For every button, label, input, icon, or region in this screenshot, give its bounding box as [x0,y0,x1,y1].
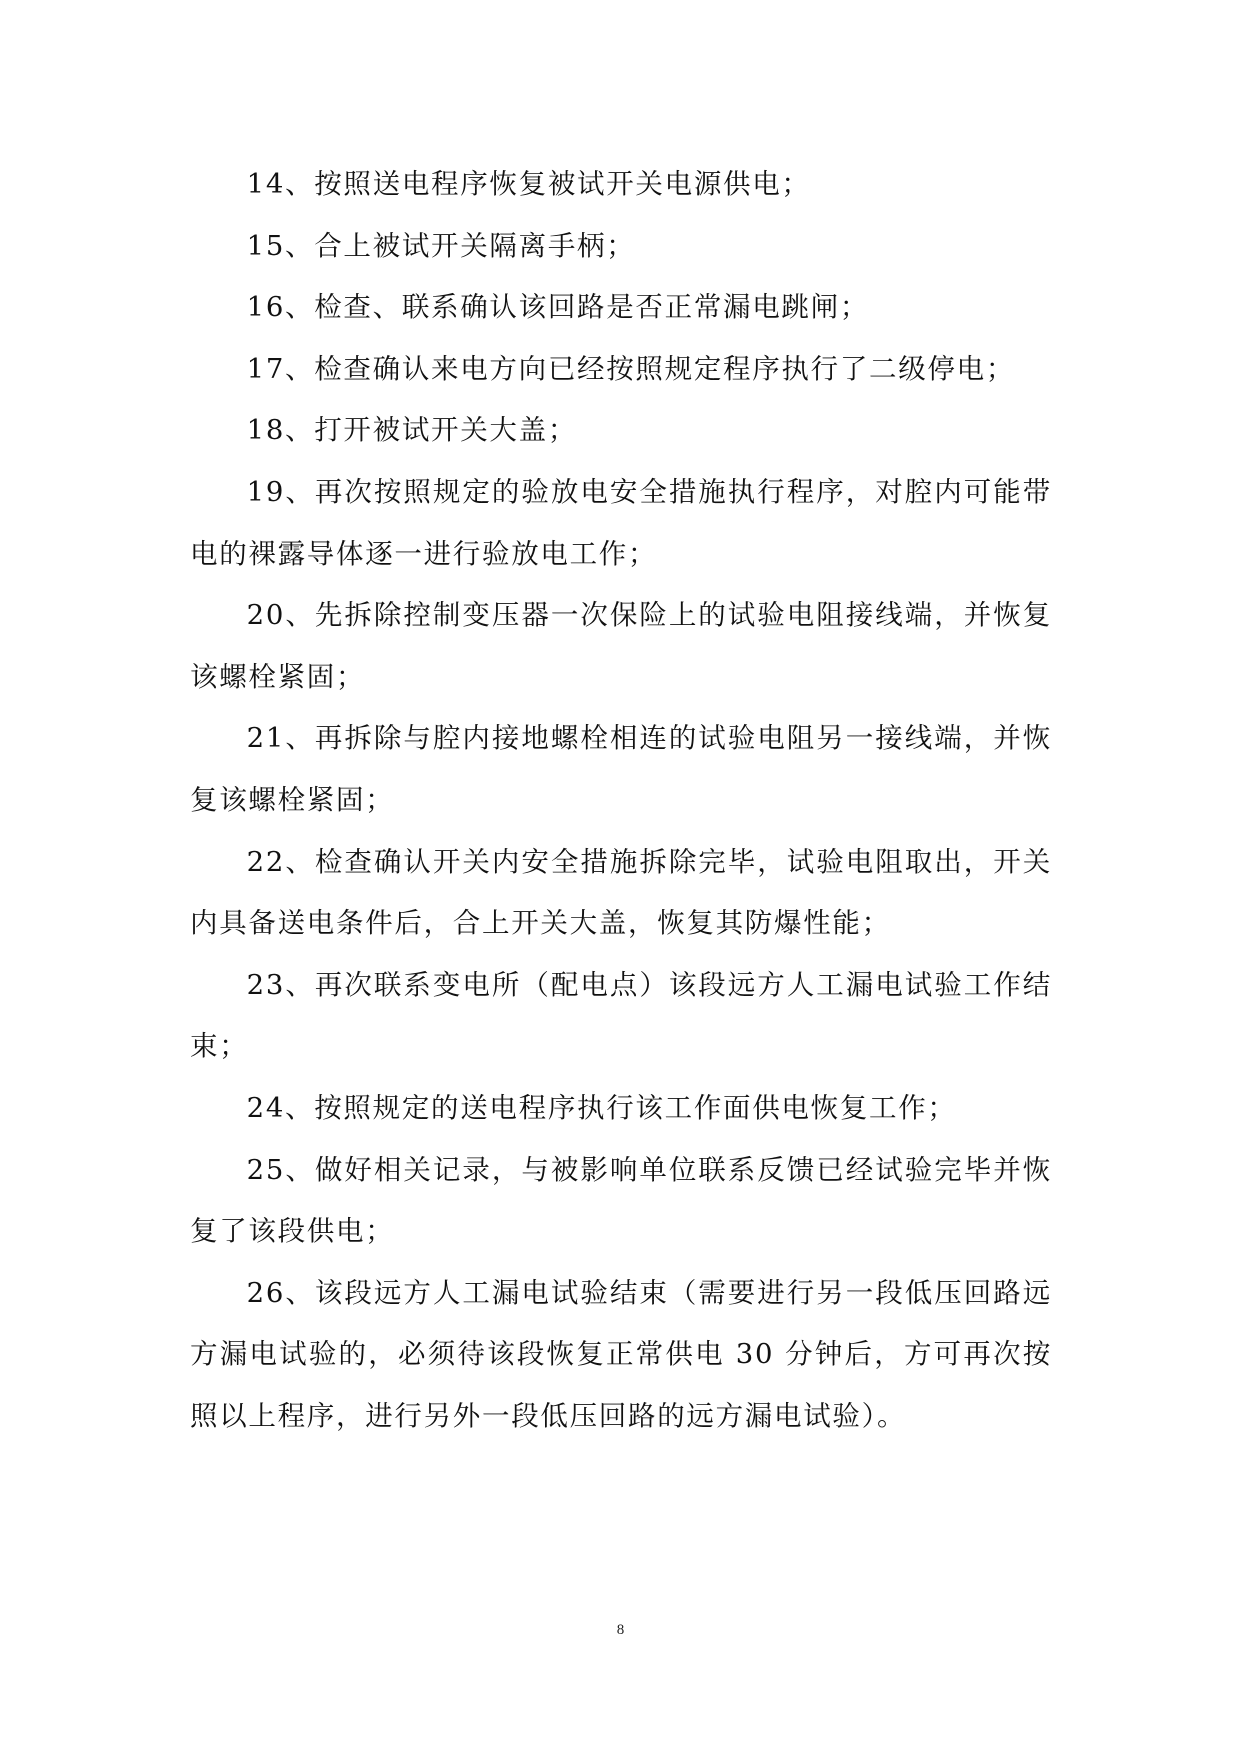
step-16: 16、检查、联系确认该回路是否正常漏电跳闸； [246,291,870,324]
step-17: 17、检查确认来电方向已经按照规定程序执行了二级停电； [246,352,1016,385]
step-26: 26、该段远方人工漏电试验结束（需要进行另一段低压回路远方漏电试验的，必须待该段恢复正常供电 30 分钟后，方可再次按照以上程序，进行另外一段低压回路的远方漏电试验）。 [190,1276,1052,1432]
step-25: 25、做好相关记录，与被影响单位联系反馈已经试验完毕并恢复了该段供电； [190,1153,1052,1248]
page-number: 8 [616,1622,625,1638]
step-23: 23、再次联系变电所（配电点）该段远方人工漏电试验工作结束； [190,968,1052,1063]
step-19: 19、再次按照规定的验放电安全措施执行程序，对腔内可能带电的裸露导体逐一进行验放电工作； [190,475,1052,570]
step-14: 14、按照送电程序恢复被试开关电源供电； [246,168,811,200]
step-15: 15、合上被试开关隔离手柄； [246,229,636,262]
step-22: 22、检查确认开关内安全措施拆除完毕，试验电阻取出，开关内具备送电条件后，合上开关大盖，恢复其防爆性能； [190,845,1052,940]
step-18: 18、打开被试开关大盖； [246,414,578,447]
step-21: 21、再拆除与腔内接地螺栓相连的试验电阻另一接线端，并恢复该螺栓紧固； [190,722,1052,816]
step-24: 24、按照规定的送电程序执行该工作面供电恢复工作； [246,1091,957,1124]
step-20: 20、先拆除控制变压器一次保险上的试验电阻接线端，并恢复该螺栓紧固； [190,599,1052,693]
document-body [190,154,1052,1447]
